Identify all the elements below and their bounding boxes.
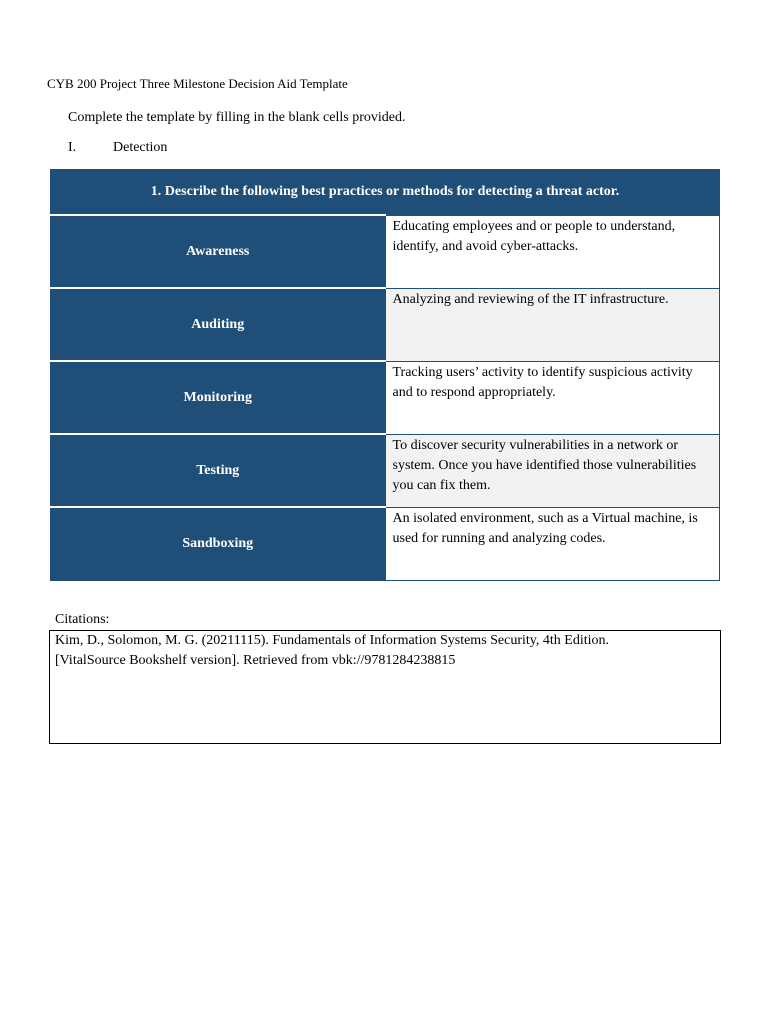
row-content-testing[interactable]: To discover security vulnerabilities in a network or system. Once you have identified those vulnerabilities you can fix them. — [385, 434, 720, 507]
row-label-auditing: Auditing — [51, 288, 386, 361]
row-content-monitoring[interactable]: Tracking users’ activity to identify suspicious activity and to respond appropriately. — [385, 361, 720, 434]
section-number: I. — [68, 140, 77, 155]
row-content-auditing[interactable]: Analyzing and reviewing of the IT infrastructure. — [385, 288, 720, 361]
table-row — [51, 215, 720, 288]
citation-line: [VitalSource Bookshelf version]. Retrieved from vbk://9781284238815 — [55, 653, 456, 668]
instruction-text: Complete the template by filling in the blank cells provided. — [68, 110, 406, 125]
citations-box[interactable] — [49, 630, 721, 744]
row-label-sandboxing: Sandboxing — [51, 507, 386, 580]
table-row — [51, 507, 720, 580]
section-title: Detection — [113, 140, 168, 155]
row-content-sandboxing[interactable]: An isolated environment, such as a Virtual machine, is used for running and analyzing codes. — [385, 507, 720, 580]
row-content-awareness[interactable]: Educating employees and or people to understand, identify, and avoid cyber-attacks. — [385, 215, 720, 288]
document-title: CYB 200 Project Three Milestone Decision Aid Template — [47, 76, 348, 91]
citations-label: Citations: — [55, 612, 110, 627]
table-row — [51, 288, 720, 361]
row-label-monitoring: Monitoring — [51, 361, 386, 434]
table-row — [51, 361, 720, 434]
table-header: 1. Describe the following best practices or methods for detecting a threat actor. — [51, 170, 720, 216]
row-label-testing: Testing — [51, 434, 386, 507]
detection-table — [50, 169, 720, 581]
section-heading — [68, 140, 167, 156]
table-row — [51, 434, 720, 507]
row-label-awareness: Awareness — [51, 215, 386, 288]
citation-line: Kim, D., Solomon, M. G. (20211115). Fundamentals of Information Systems Security, 4th Edition. — [55, 633, 609, 648]
